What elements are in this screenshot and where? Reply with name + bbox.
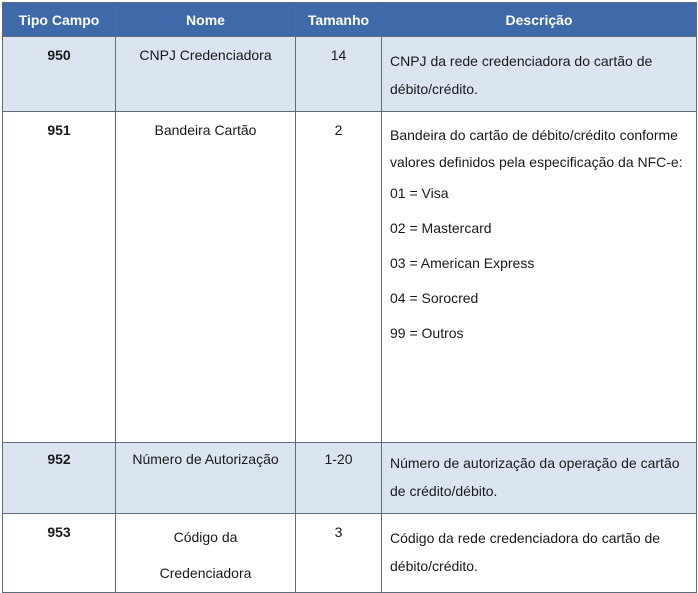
option-item: 02 = Mastercard xyxy=(390,220,492,236)
field-description xyxy=(382,112,697,443)
field-size: 14 xyxy=(296,37,382,112)
field-name-line: Código da xyxy=(173,529,238,545)
option-item: 01 = Visa xyxy=(390,185,449,201)
table-row xyxy=(3,514,697,593)
header-nome: Nome xyxy=(116,3,296,37)
table-row xyxy=(3,443,697,514)
field-spec-table xyxy=(2,2,697,593)
field-size: 2 xyxy=(296,112,382,443)
header-descricao: Descrição xyxy=(382,3,697,37)
header-tamanho: Tamanho xyxy=(296,3,382,37)
table-row xyxy=(3,112,697,443)
field-description: Número de autorização da operação de cartão de crédito/débito. xyxy=(382,443,697,514)
field-name-line: Credenciadora xyxy=(159,565,252,581)
field-name xyxy=(116,514,296,593)
field-description-text: Bandeira do cartão de débito/crédito conforme valores definidos pela especificação da NFC-e: xyxy=(390,127,683,170)
field-description: Código da rede credenciadora do cartão de débito/crédito. xyxy=(382,514,697,593)
field-code: 950 xyxy=(3,37,116,112)
field-size: 1-20 xyxy=(296,443,382,514)
field-size: 3 xyxy=(296,514,382,593)
field-code: 952 xyxy=(3,443,116,514)
header-tipo-campo: Tipo Campo xyxy=(3,3,116,37)
option-item: 03 = American Express xyxy=(390,255,535,271)
table-header-row xyxy=(3,3,697,37)
option-item: 99 = Outros xyxy=(390,325,464,341)
field-code: 951 xyxy=(3,112,116,443)
field-description: CNPJ da rede credenciadora do cartão de débito/crédito. xyxy=(382,37,697,112)
field-code: 953 xyxy=(3,514,116,593)
option-item: 04 = Sorocred xyxy=(390,290,479,306)
field-name: CNPJ Credenciadora xyxy=(116,37,296,112)
field-name: Bandeira Cartão xyxy=(116,112,296,443)
field-name: Número de Autorização xyxy=(116,443,296,514)
table-row xyxy=(3,37,697,112)
